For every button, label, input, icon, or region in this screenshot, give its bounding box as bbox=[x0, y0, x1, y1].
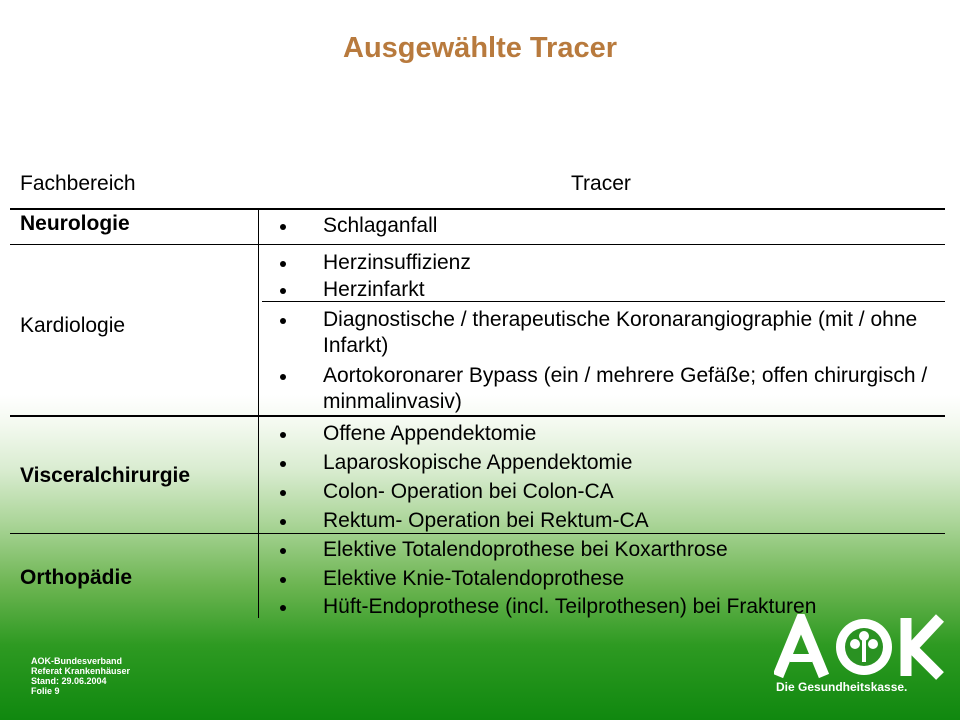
row-divider bbox=[10, 415, 945, 417]
tracer-text: Elektive Knie-Totalendoprothese bbox=[323, 567, 625, 590]
column-divider bbox=[258, 245, 259, 415]
bullet-icon bbox=[280, 374, 286, 380]
header-tracer: Tracer bbox=[571, 172, 631, 195]
bullet-icon bbox=[280, 490, 286, 496]
tracer-text: Hüft-Endoprothese (incl. Teilprothesen) bei Frakturen bbox=[323, 595, 817, 618]
footer-org: AOK-Bundesverband bbox=[31, 656, 123, 666]
category-kardiologie: Kardiologie bbox=[20, 314, 126, 337]
aok-tagline: Die Gesundheitskasse. bbox=[776, 680, 908, 694]
header-divider bbox=[10, 208, 945, 210]
slide-title: Ausgewählte Tracer bbox=[343, 32, 617, 64]
bullet-icon bbox=[280, 548, 286, 554]
tracer-text: Herzinsuffizienz bbox=[323, 251, 471, 274]
column-divider bbox=[258, 209, 259, 244]
column-divider bbox=[258, 417, 259, 533]
tracer-text: Schlaganfall bbox=[323, 214, 438, 237]
tracer-text: Rektum- Operation bei Rektum-CA bbox=[323, 509, 649, 532]
tracer-text: Colon- Operation bei Colon-CA bbox=[323, 480, 614, 503]
bullet-icon bbox=[280, 519, 286, 525]
bullet-icon bbox=[280, 605, 286, 611]
tracer-text: Aortokoronarer Bypass (ein / mehrere Gefäße; offen chirurgisch / minmalinvasiv) bbox=[323, 364, 928, 413]
tracer-text: Diagnostische / therapeutische Koronarangiographie (mit / ohne Infarkt) bbox=[323, 308, 918, 357]
footer-date: Stand: 29.06.2004 bbox=[31, 676, 107, 686]
category-orthopaedie: Orthopädie bbox=[20, 566, 133, 589]
bullet-icon bbox=[280, 577, 286, 583]
bullet-icon bbox=[280, 432, 286, 438]
tracer-text: Herzinfarkt bbox=[323, 278, 425, 301]
tracer-text: Offene Appendektomie bbox=[323, 422, 537, 445]
footer-info bbox=[31, 656, 130, 696]
category-neurologie: Neurologie bbox=[20, 212, 130, 235]
header-fachbereich: Fachbereich bbox=[20, 172, 136, 195]
tracer-text: Elektive Totalendoprothese bei Koxarthrose bbox=[323, 538, 728, 561]
row-divider bbox=[10, 244, 945, 245]
bullet-icon bbox=[280, 288, 286, 294]
bullet-icon bbox=[280, 461, 286, 467]
bullet-icon bbox=[280, 261, 286, 267]
column-divider bbox=[258, 534, 259, 618]
tracer-text: Laparoskopische Appendektomie bbox=[323, 451, 633, 474]
footer-dept: Referat Krankenhäuser bbox=[31, 666, 131, 676]
footer-slide-number: Folie 9 bbox=[31, 686, 60, 696]
bullet-icon bbox=[280, 224, 286, 230]
category-visceralchirurgie: Visceralchirurgie bbox=[20, 464, 191, 487]
bullet-icon bbox=[280, 318, 286, 324]
